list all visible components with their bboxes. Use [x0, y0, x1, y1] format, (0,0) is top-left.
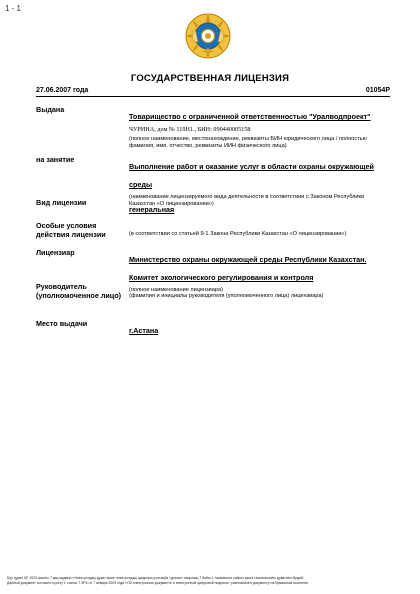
- company-name: Товарищество с ограниченной ответственностью "Уралводпроект": [129, 112, 371, 121]
- state-emblem-icon: [184, 12, 232, 60]
- license-type-name: генеральная: [129, 205, 175, 214]
- place-label: Место выдачи: [36, 319, 88, 328]
- head-value: [129, 293, 390, 300]
- license-type-value: [129, 199, 390, 217]
- licensor-name: Министерство охраны окружающей среды Республики Казахстан. Комитет экологического регулирования и контроля: [129, 255, 367, 282]
- place-name: г.Астана: [129, 326, 159, 335]
- head-label: Руководитель (уполномоченное лицо): [36, 282, 122, 300]
- footer-line-kazakh: Бұл құжат ҚР 2003 жылғы 7 қаңтардағы «Электрондық құжат және электрондық цифрлық қолтаңба туралы» заңының 7 бабы 1 тармағына сәйкес қағаз тасығыштағы құжатпен бірдей.: [7, 576, 305, 580]
- footer-line-russian: Данный документ согласно пункту 1 статьи 7 ЗРК от 7 января 2003 года «Об электронном документе и электронной цифровой подписи» равнозначен документу на бумажном носителе.: [7, 581, 309, 585]
- document-title: ГОСУДАРСТВЕННАЯ ЛИЦЕНЗИЯ: [130, 73, 290, 84]
- header-divider: [36, 96, 390, 97]
- licensor-label: Лицензиар: [36, 248, 75, 257]
- special-conditions-value: [129, 231, 390, 238]
- special-conditions-note: (в соответствии со статьей 9-1 Закона Республики Казахстан «О лицензировании»): [129, 231, 347, 237]
- licensor-value: [129, 249, 390, 294]
- activity-name: Выполнение работ и оказание услуг в области охраны окружающей среды: [129, 162, 374, 189]
- license-type-label: Вид лицензии: [36, 198, 87, 207]
- licensor-note: (полное наименование лицензиара): [129, 287, 224, 293]
- activity-label: на занятие: [36, 155, 75, 164]
- issued-to-note: (полное наименование, местонахождение, реквизиты БИН юридического лица / полностью фамилия, имя, отчество, реквизиты ИИН физического лица): [129, 136, 367, 149]
- special-conditions-label: Особые условия действия лицензии: [36, 221, 106, 239]
- issue-date: 27.06.2007 года: [36, 87, 89, 94]
- issued-to-label: Выдана: [36, 105, 65, 114]
- legal-footer: [7, 576, 413, 586]
- head-note: (фамилия и инициалы руководителя (уполномоченного лица) лицензиара): [129, 293, 324, 299]
- activity-note: (наименование лицензируемого вида деятельности в соответствии с Законом Республики Казахстан «О лицензировании»): [129, 194, 365, 207]
- page-number: 1 - 1: [5, 4, 22, 13]
- license-number: 01054P: [365, 87, 390, 94]
- place-value: [129, 320, 390, 338]
- company-address: ЧУРИНА, дом № 119Н1., БИН: 990440005158: [129, 126, 251, 133]
- issued-to-value: [129, 106, 390, 150]
